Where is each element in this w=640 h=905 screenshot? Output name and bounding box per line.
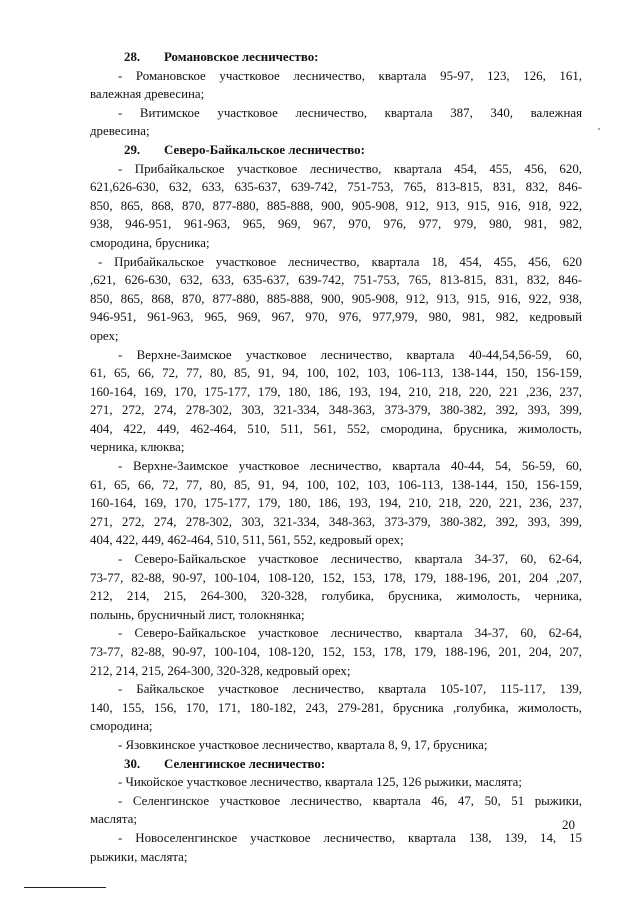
- text-line: 404, 422, 449, 462-464, 510, 511, 561, 552, кедровый орех;: [90, 533, 404, 548]
- text-line: валежная древесина;: [90, 87, 205, 102]
- page-number: 20: [562, 817, 575, 832]
- text-line: рыжики, маслята;: [90, 849, 188, 864]
- section-title: Романовское лесничество:: [164, 50, 319, 64]
- text-line: 946-951, 961-963, 965, 969, 967, 970, 976, 977,979, 980, 981, 982, кедровый: [90, 310, 582, 325]
- text-line: смородина;: [90, 719, 153, 734]
- text-line: древесина;: [90, 124, 150, 139]
- footnote-rule: [24, 887, 106, 888]
- section-number: 30.: [124, 756, 141, 771]
- text-line: 212, 214, 215, 264-300, 320-328, кедровый орех;: [90, 663, 351, 678]
- text-line: 61, 65, 66, 72, 77, 80, 85, 91, 94, 100, 102, 103, 106-113, 138-144, 150, 156-159,: [90, 477, 582, 492]
- section-number: 29.: [124, 142, 141, 157]
- text-line: 73-77, 82-88, 90-97, 100-104, 108-120, 152, 153, 178, 179, 188-196, 201, 204 ,207,: [90, 570, 582, 585]
- section-heading: [90, 755, 582, 774]
- text-line: - Чикойское участковое лесничество, квартала 125, 126 рыжики, маслята;: [118, 775, 522, 790]
- text-line: - Северо-Байкальское участковое лесничество, квартала 34-37, 60, 62-64,: [118, 552, 582, 567]
- text-line: 850, 865, 868, 870, 877-880, 885-888, 900, 905-908, 912, 913, 915, 916, 922, 938,: [90, 291, 582, 306]
- section-title: Селенгинское лесничество:: [164, 756, 326, 771]
- text-line: 160-164, 169, 170, 175-177, 179, 180, 186, 193, 194, 210, 218, 220, 221, 236, 237,: [90, 496, 582, 511]
- scan-speck: [598, 128, 600, 130]
- text-line: - Витимское участковое лесничество, квартала 387, 340, валежная: [118, 105, 582, 120]
- text-line: - Селенгинское участковое лесничество, квартала 46, 47, 50, 51 рыжики,: [118, 793, 582, 808]
- text-line: 160-164, 169, 170, 175-177, 179, 180, 186, 193, 194, 210, 218, 220, 221 ,236, 237,: [90, 384, 582, 399]
- text-line: - Новоселенгинское участковое лесничество, квартала 138, 139, 14, 15: [118, 830, 582, 845]
- text-line: 404, 422, 449, 462-464, 510, 511, 561, 552, смородина, брусника, жимолость,: [90, 421, 582, 436]
- section-title: Северо-Байкальское лесничество:: [164, 142, 365, 157]
- text-line: 140, 155, 156, 170, 171, 180-182, 243, 279-281, брусника ,голубика, жимолость,: [90, 700, 582, 715]
- text-line: 61, 65, 66, 72, 77, 80, 85, 91, 94, 100, 102, 103, 106-113, 138-144, 150, 156-159,: [90, 366, 582, 381]
- document-body: [90, 48, 582, 866]
- text-line: 212, 214, 215, 264-300, 320-328, голубика, брусника, жимолость, черника,: [90, 589, 582, 604]
- text-line: - Северо-Байкальское участковое лесничество, квартала 34-37, 60, 62-64,: [118, 626, 582, 641]
- text-line: 938, 946-951, 961-963, 965, 969, 967, 970, 976, 977, 979, 980, 981, 982,: [90, 217, 582, 232]
- text-line: 850, 865, 868, 870, 877-880, 885-888, 900, 905-908, 912, 913, 915, 916, 918, 922,: [90, 198, 582, 213]
- text-line: - Прибайкальское участковое лесничество, квартала 454, 455, 456, 620,: [118, 161, 582, 176]
- text-line: - Романовское участковое лесничество, квартала 95-97, 123, 126, 161,: [118, 68, 582, 83]
- text-line: 621,626-630, 632, 633, 635-637, 639-742, 751-753, 765, 813-815, 831, 832, 846-: [90, 180, 582, 195]
- text-line: маслята;: [90, 812, 137, 827]
- text-line: орех;: [90, 328, 119, 343]
- text-line: черника, клюква;: [90, 440, 185, 455]
- text-line: - Прибайкальское участковое лесничество, квартала 18, 454, 455, 456, 620: [98, 254, 582, 269]
- text-line: полынь, брусничный лист, толокнянка;: [90, 607, 305, 622]
- text-line: 73-77, 82-88, 90-97, 100-104, 108-120, 152, 153, 178, 179, 188-196, 201, 204, 207,: [90, 645, 582, 659]
- text-line: смородина, брусника;: [90, 235, 210, 250]
- text-line: - Байкальское участковое лесничество, квартала 105-107, 115-117, 139,: [118, 682, 582, 697]
- text-line: 271, 272, 274, 278-302, 303, 321-334, 348-363, 373-379, 380-382, 392, 393, 399,: [90, 514, 582, 529]
- section-number: 28.: [124, 50, 141, 64]
- text-line: 271, 272, 274, 278-302, 303, 321-334, 348-363, 373-379, 380-382, 392, 393, 399,: [90, 403, 582, 418]
- text-line: ,621, 626-630, 632, 633, 635-637, 639-742, 751-753, 765, 813-815, 831, 832, 846-: [90, 273, 582, 288]
- section-heading: [90, 141, 582, 160]
- text-line: - Верхне-Заимское участковое лесничество, квартала 40-44,54,56-59, 60,: [118, 347, 582, 362]
- text-line: - Язовкинское участковое лесничество, квартала 8, 9, 17, брусника;: [118, 737, 488, 752]
- text-line: - Верхне-Заимское участковое лесничество, квартала 40-44, 54, 56-59, 60,: [118, 459, 582, 474]
- section-heading: [90, 48, 582, 67]
